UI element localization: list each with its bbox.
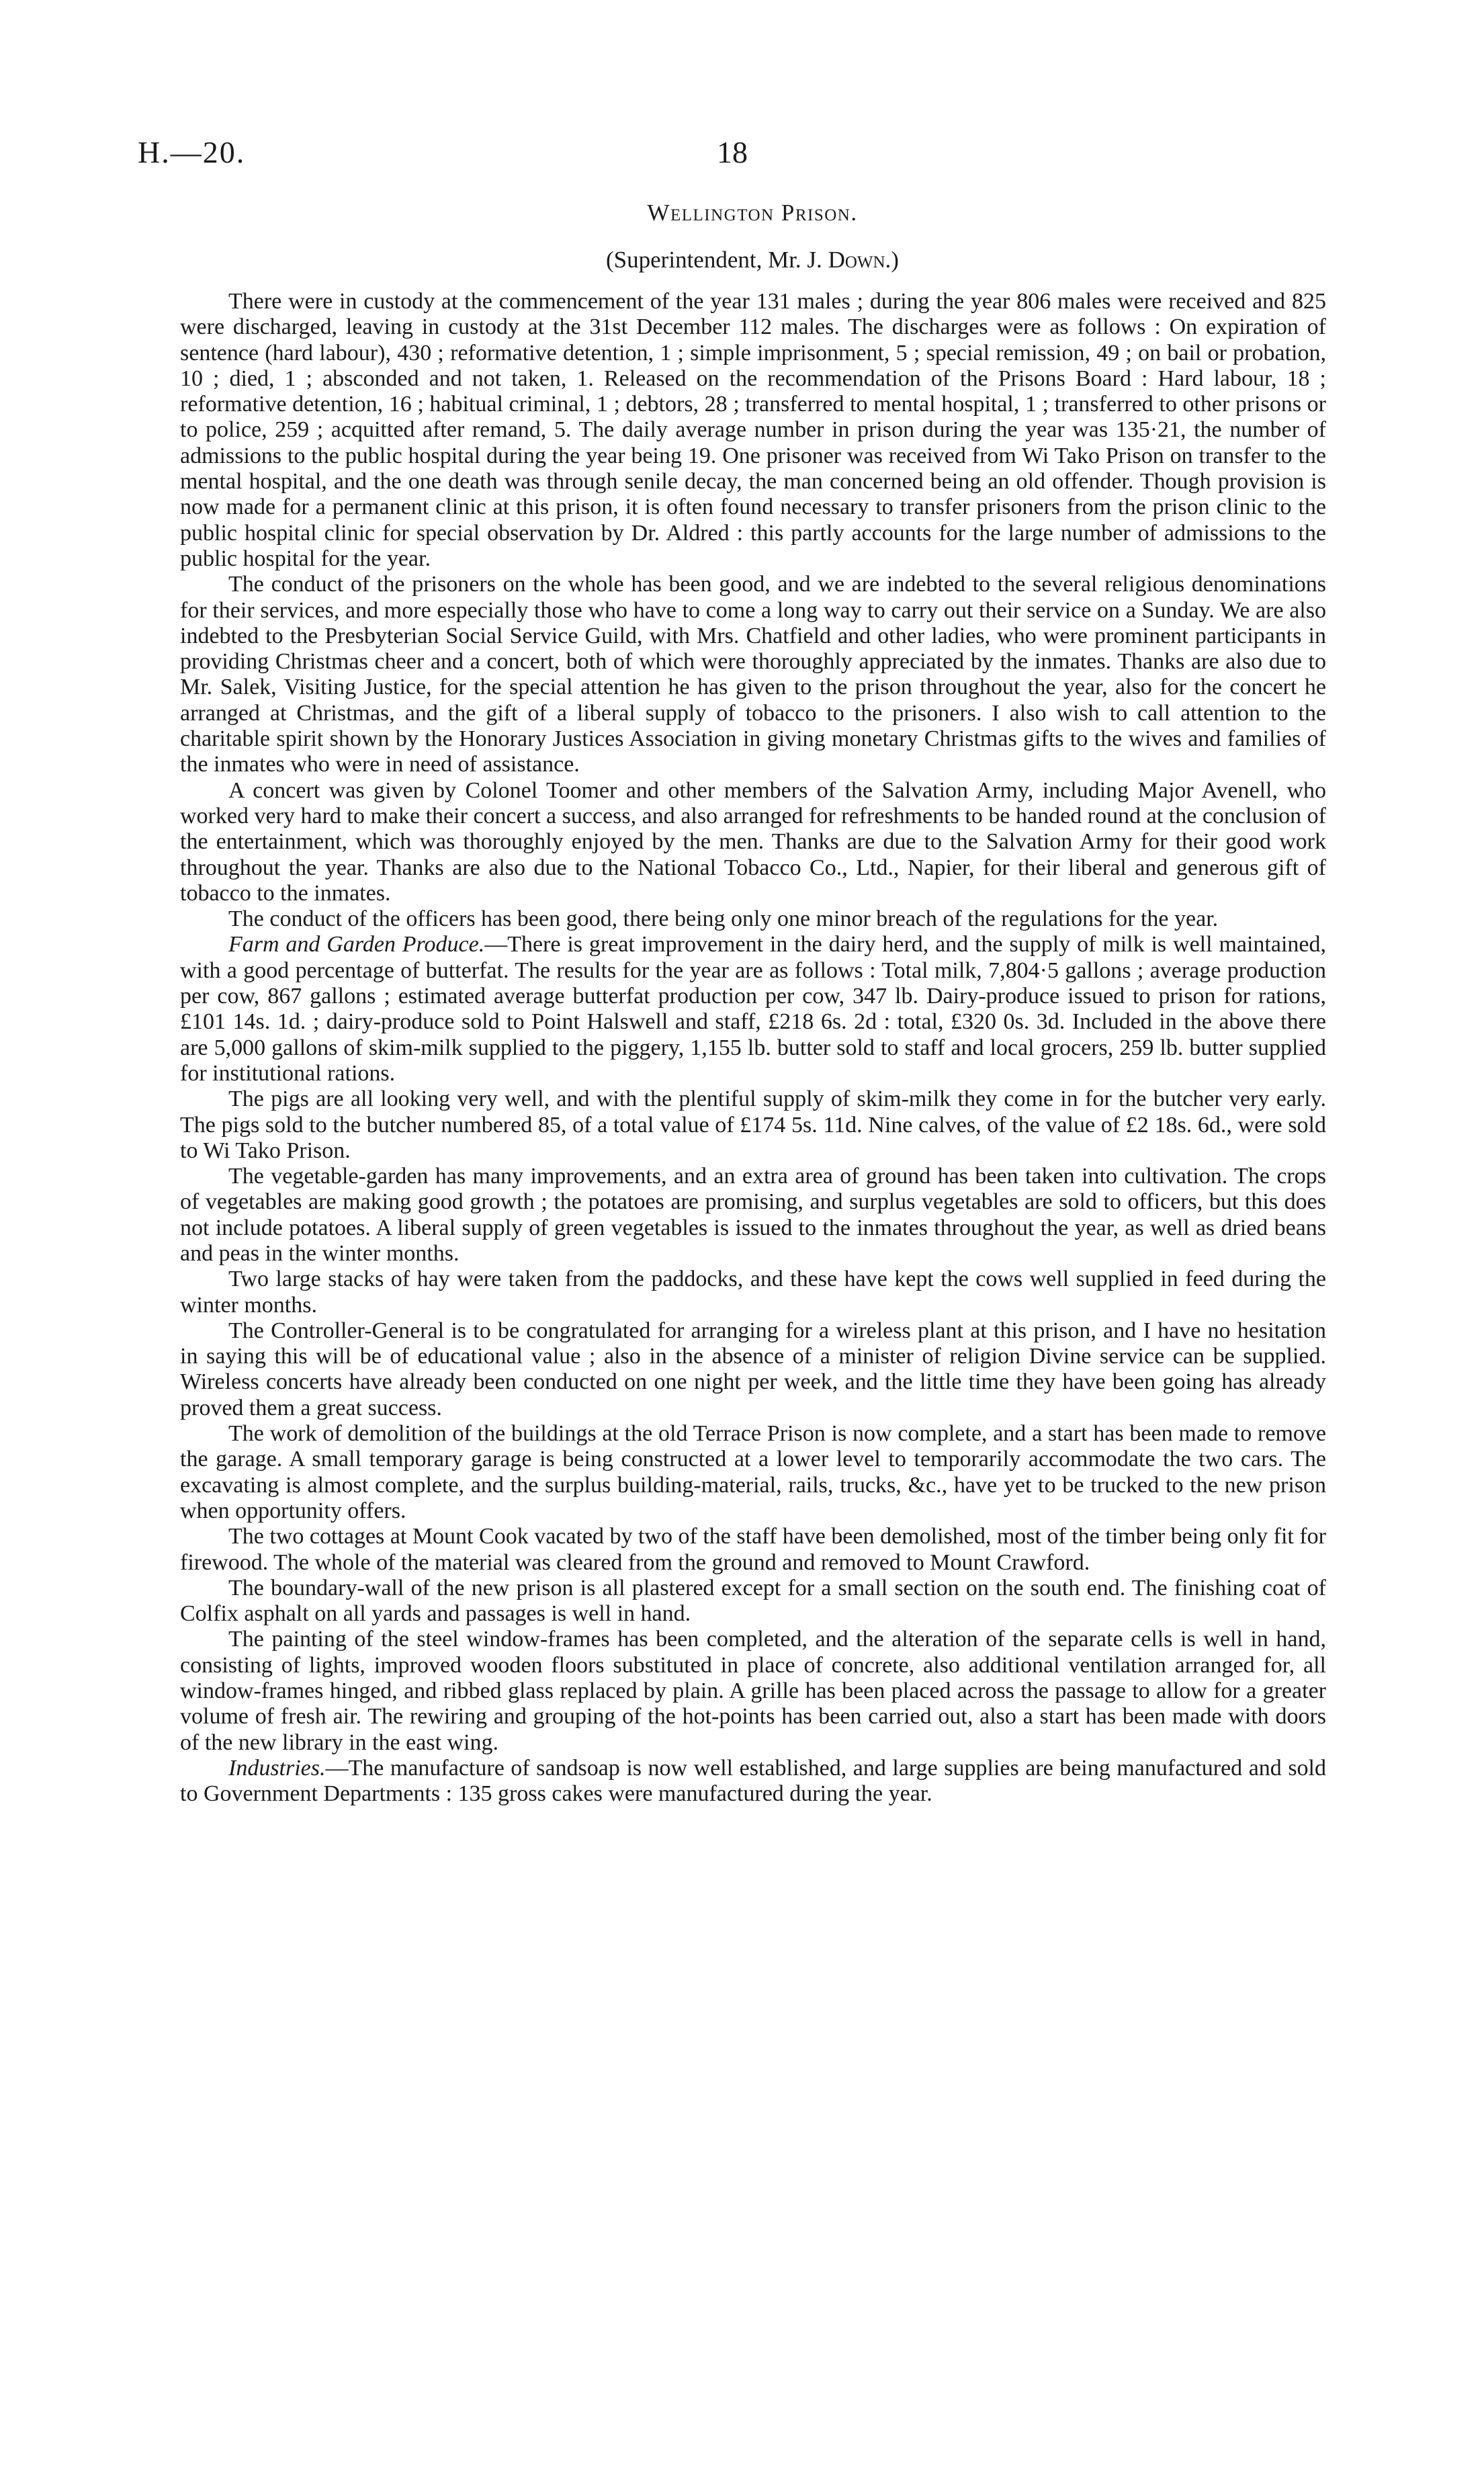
subtitle-name: Down <box>828 247 885 273</box>
paragraph-lead: Farm and Garden Produce. <box>228 932 485 957</box>
paragraph-text: —The manufacture of sandsoap is now well established, and large supplies are being manufactured and sold to Government Departments : 135 gross cakes were manufactured during the year. <box>180 1755 1326 1807</box>
paragraph-prisoner-conduct <box>180 572 1326 777</box>
paragraph-salvation-army <box>180 778 1326 906</box>
section-title: Wellington Prison. <box>647 200 858 226</box>
paragraph-vegetable-garden <box>180 1164 1326 1267</box>
paragraph-window-frames <box>180 1627 1326 1755</box>
section-subtitle <box>181 243 1323 277</box>
paragraph-text: The painting of the steel window-frames has been completed, and the alteration of the separate cells is well in hand, consisting of lights, improved wooden floors substituted in place of concrete, also additional ventilation arranged for, all window-frames hinged, and ribbed glass replaced by plain. A grille has been placed across the passage to allow for a greater volume of fresh air. The rewiring and grouping of the hot-points has been carried out, also a start has been made with doors of the new library in the east wing. <box>180 1627 1326 1755</box>
paragraph-officer-conduct <box>180 906 1326 932</box>
paragraph-text: The boundary-wall of the new prison is all plastered except for a small section on the south end. The finishing coat of Colfix asphalt on all yards and passages is well in hand. <box>180 1575 1326 1627</box>
paragraph-pigs <box>180 1086 1326 1164</box>
subtitle-prefix: (Superintendent, Mr. J. <box>606 247 828 273</box>
paragraph-text: The conduct of the prisoners on the whole has been good, and we are indebted to the several religious denominations for their services, and more especially those who have to come a long way to carry out their service on a Sunday. We are also indebted to the Presbyterian Social Service Guild, with Mrs. Chatfield and other ladies, who were prominent participants in providing Christmas cheer and a concert, both of which were thoroughly appreciated by the inmates. Thanks are also due to Mr. Salek, Visiting Justice, for the special attention he has given to the prison throughout the year, also for the concert he arranged at Christmas, and the gift of a liberal supply of tobacco to the prisoners. I also wish to call attention to the charitable spirit shown by the Honorary Justices Association in giving monetary Christmas gifts to the wives and families of the inmates who were in need of assistance. <box>180 572 1326 777</box>
report-body <box>180 289 1326 1807</box>
document-code: H.—20. <box>138 135 246 169</box>
paragraph-industries <box>180 1756 1326 1807</box>
paragraph-text: A concert was given by Colonel Toomer and other members of the Salvation Army, including Major Avenell, who worked very hard to make their concert a success, and also arranged for refreshments to be handed round at the conclusion of the entertainment, which was thoroughly enjoyed by the men. Thanks are due to the Salvation Army for their good work throughout the year. Thanks are also due to the National Tobacco Co., Ltd., Napier, for their liberal and generous gift of tobacco to the inmates. <box>180 777 1326 906</box>
paragraph-wireless <box>180 1318 1326 1421</box>
section-heading <box>181 196 1323 277</box>
paragraph-text: —There is great improvement in the dairy herd, and the supply of milk is well maintained, with a good percentage of butterfat. The results for the year are as follows : Total milk, 7,804·5 gallons ; average production per cow, 867 gallons ; estimated average butterfat production per cow, 347 lb. Dairy-produce issued to prison for rations, £101 14s. 1d. ; dairy-produce sold to Point Halswell and staff, £218 6s. 2d : total, £320 0s. 3d. Included in the above there are 5,000 gallons of skim-milk supplied to the piggery, 1,155 lb. butter sold to staff and local grocers, 259 lb. butter supplied for institutional rations. <box>180 932 1327 1086</box>
paragraph-text: The pigs are all looking very well, and with the plentiful supply of skim-milk they come in for the butcher very early. The pigs sold to the butcher numbered 85, of a total value of £174 5s. 11d. Nine calves, of the value of £2 18s. 6d., were sold to Wi Tako Prison. <box>180 1086 1326 1163</box>
paragraph-lead: Industries. <box>228 1755 326 1781</box>
subtitle-suffix: .) <box>885 247 899 273</box>
paragraph-demolition <box>180 1421 1326 1524</box>
paragraph-text: Two large stacks of hay were taken from the paddocks, and these have kept the cows well supplied in feed during the winter months. <box>180 1267 1326 1318</box>
paragraph-text: The conduct of the officers has been good, there being only one minor breach of the regulations for the year. <box>228 906 1219 932</box>
paragraph-text: The Controller-General is to be congratulated for arranging for a wireless plant at this prison, and I have no hesitation in saying this will be of educational value ; also in the absence of a minister of religion Divine service can be supplied. Wireless concerts have already been conducted on one night per week, and the little time they have been going has already proved them a great success. <box>180 1318 1326 1420</box>
paragraph-text: There were in custody at the commencement of the year 131 males ; during the year 806 males were received and 825 were discharged, leaving in custody at the 31st December 112 males. The discharges were as follows : On expiration of sentence (hard labour), 430 ; reformative detention, 1 ; simple imprisonment, 5 ; special remission, 49 ; on bail or probation, 10 ; died, 1 ; absconded and not taken, 1. Released on the recommendation of the Prisons Board : Hard labour, 18 ; reformative detention, 16 ; habitual criminal, 1 ; debtors, 28 ; transferred to mental hospital, 1 ; transferred to other prisons or to police, 259 ; acquitted after remand, 5. The daily average number in prison during the year was 135·21, the number of admissions to the public hospital during the year being 19. One prisoner was received from Wi Tako Prison on transfer to the mental hospital, and the one death was through senile decay, the man concerned being an old offender. Though provision is now made for a permanent clinic at this prison, it is often found necessary to transfer prisoners from the prison clinic to the public hospital clinic for special observation by Dr. Aldred : this partly accounts for the large number of admissions to the public hospital for the year. <box>180 289 1326 571</box>
page-header <box>138 134 1327 181</box>
paragraph-hay <box>180 1267 1326 1318</box>
paragraph-custody <box>180 289 1326 572</box>
paragraph-text: The vegetable-garden has many improvements, and an extra area of ground has been taken into cultivation. The crops of vegetables are making good growth ; the potatoes are promising, and surplus vegetables are sold to officers, but this does not include potatoes. A liberal supply of green vegetables is issued to the inmates throughout the year, as well as dried beans and peas in the winter months. <box>180 1164 1326 1266</box>
paragraph-boundary-wall <box>180 1576 1326 1627</box>
paragraph-text: The work of demolition of the buildings at the old Terrace Prison is now complete, and a start has been made to remove the garage. A small temporary garage is being constructed at a lower level to temporarily accommodate the two cars. The excavating is almost complete, and the surplus building-material, rails, trucks, &c., have yet to be trucked to the new prison when opportunity offers. <box>180 1421 1326 1523</box>
page-number: 18 <box>717 135 748 169</box>
paragraph-text: The two cottages at Mount Cook vacated by two of the staff have been demolished, most of the timber being only fit for firewood. The whole of the material was cleared from the ground and removed to Mount Crawford. <box>180 1524 1326 1575</box>
paragraph-cottages <box>180 1524 1326 1576</box>
paragraph-farm-produce <box>180 932 1326 1086</box>
